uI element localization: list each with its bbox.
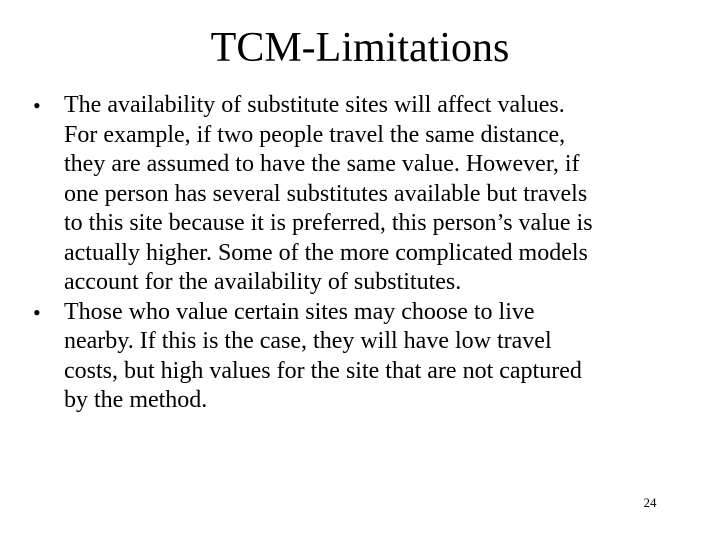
bullet-text: The availability of substitute sites will affect values. For example, if two people travel the same distance, they are assumed to have the same value. However, if one person has several substitutes available but travels to this site because it is preferred, this person’s value is actually higher. Some of the more complicated models account for the availability of substitutes. <box>64 92 593 295</box>
slide-title: TCM-Limitations <box>210 25 510 71</box>
bullet-item-substitutes <box>33 91 693 298</box>
bullet-marker: • <box>33 299 41 325</box>
bullet-item-residence <box>33 298 693 416</box>
page-number: 24 <box>643 495 657 510</box>
bullet-list <box>33 91 693 416</box>
bullet-text: Those who value certain sites may choose to live nearby. If this is the case, they will have low travel costs, but high values for the site that are not captured by the method. <box>64 298 582 413</box>
bullet-marker: • <box>33 93 41 118</box>
